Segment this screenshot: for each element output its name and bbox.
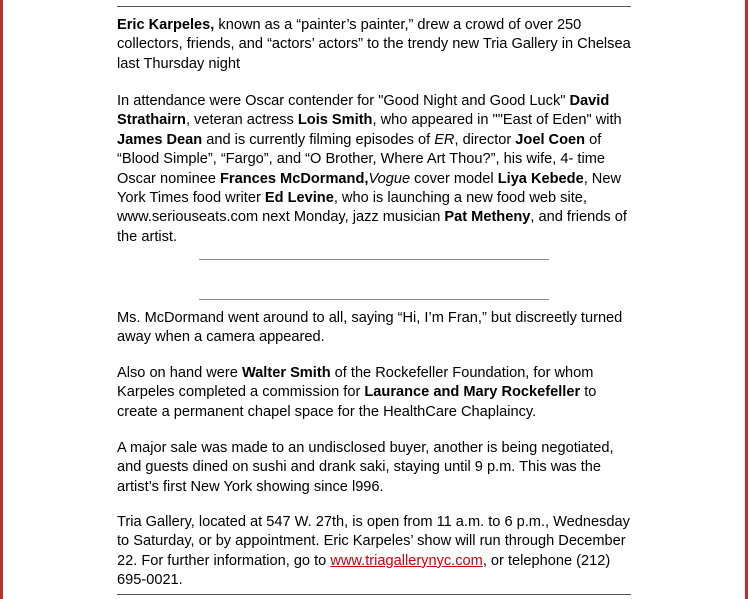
magazine-vogue: Vogue: [368, 170, 411, 187]
name-frances-mcdormand: Frances McDormand,: [220, 170, 369, 187]
section-divider-1: [199, 259, 549, 260]
page-border-left: [0, 0, 3, 599]
name-james-dean: James Dean: [117, 131, 203, 148]
paragraph-rockefeller: Also on hand were Walter Smith of the Rockefeller Foundation, for whom Karpeles completed a commission for Laurance and Mary Rockefeller to create a permanent chapel space for the HealthCare Chaplaincy.: [117, 365, 597, 420]
name-liya-kebede: Liya Kebede: [497, 170, 584, 187]
paragraph-mcdormand: Ms. McDormand went around to all, saying “Hi, I’m Fran,” but discreetly turned away when a camera appeared.: [117, 310, 623, 346]
show-title-er: ER: [434, 131, 455, 148]
top-rule: [117, 6, 631, 7]
name-david-strathairn: David Strathairn: [117, 93, 610, 129]
name-lois-smith: Lois Smith: [297, 112, 373, 129]
section-divider-2: [199, 299, 549, 300]
name-laurance-mary-rockefeller: Laurance and Mary Rockefeller: [364, 384, 581, 401]
paragraph-intro: Eric Karpeles, known as a “painter’s painter,” drew a crowd of over 250 collectors, friends, and “actors’ actors” to the trendy new Tria Gallery in Chelsea last Thursday night: [117, 17, 631, 72]
name-walter-smith: Walter Smith: [241, 365, 331, 381]
page-border-right: [745, 0, 748, 599]
paragraph-attendance: In attendance were Oscar contender for "Good Night and Good Luck" David Strathairn, veteran actress Lois Smith, who appeared in ""East of Eden" with James Dean and is currently filming episodes of ER, director Joel Coen of “Blood Simple”, “Fargo”, and “O Brother, Where Art Thou?”, his wife, 4- time Oscar nominee Frances McDormand,Vogue cover model Liya Kebede, New York Times food writer Ed Levine, who is launching a new food web site, www.seriouseats.com next Monday, jazz musician Pat Metheny, and friends of the artist.: [117, 93, 627, 245]
gallery-website-link[interactable]: www.triagallerynyc.com: [330, 552, 483, 569]
name-ed-levine: Ed Levine: [264, 190, 334, 207]
name-eric-karpeles: Eric Karpeles,: [117, 17, 215, 33]
bottom-rule: [117, 594, 631, 595]
name-pat-metheny: Pat Metheny: [444, 209, 531, 226]
paragraph-sale: A major sale was made to an undisclosed buyer, another is being negotiated, and guests dined on sushi and drank saki, staying until 9 p.m. This was the artist’s first New York showing since l996.: [117, 440, 614, 495]
paragraph-gallery-info: Tria Gallery, located at 547 W. 27th, is open from 11 a.m. to 6 p.m., Wednesday to Saturday, or by appointment. Eric Karpeles’ show will run through December 22. For further information, go to www.triagallerynyc.com, or telephone (212) 695-0021.: [117, 514, 630, 589]
name-joel-coen: Joel Coen: [515, 131, 586, 148]
